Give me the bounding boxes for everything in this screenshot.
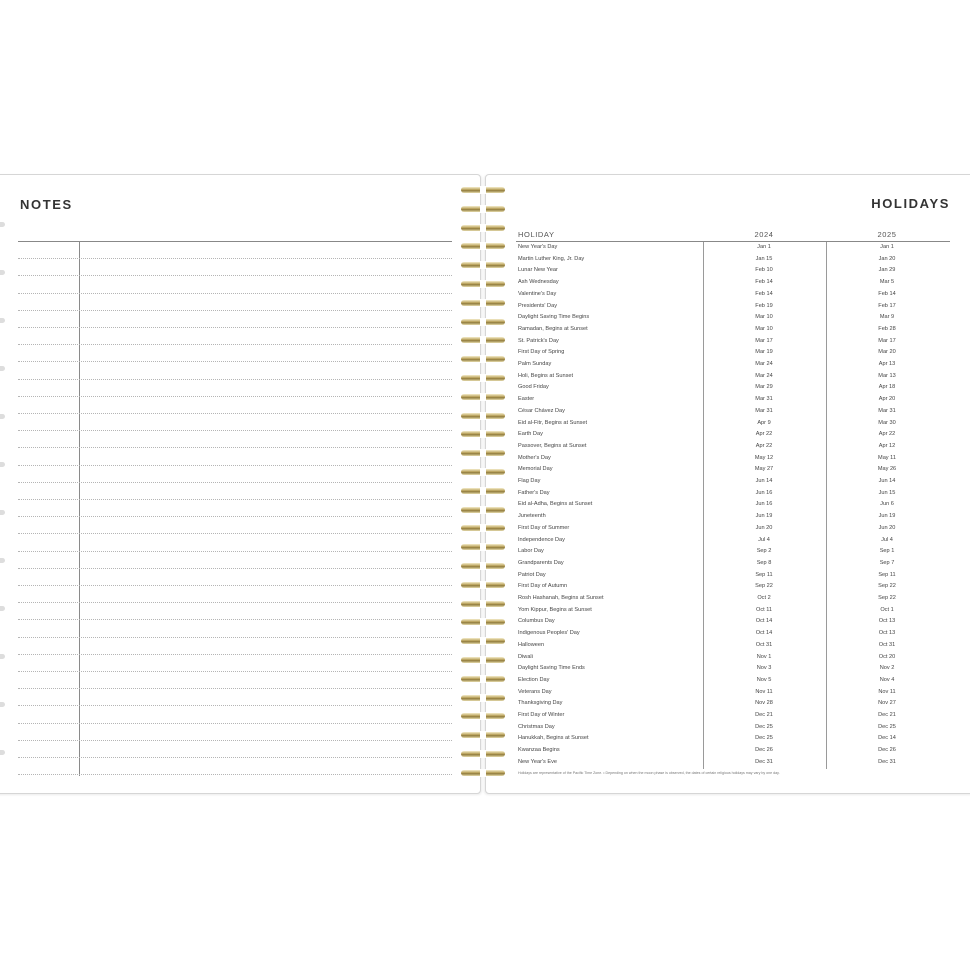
- holiday-date-year2: Apr 22: [878, 431, 896, 438]
- column-header-year2: 2025: [877, 230, 897, 239]
- holiday-name: Indigenous Peoples' Day: [518, 630, 580, 637]
- holiday-date-year2: Dec 14: [878, 735, 896, 742]
- page-edge-hole: [0, 270, 5, 275]
- holiday-date-year1: Jun 19: [755, 513, 773, 520]
- holiday-name: New Year's Eve: [518, 758, 558, 765]
- holiday-name: Father's Day: [518, 489, 550, 496]
- holiday-name: Hanukkah, Begins at Sunset: [518, 735, 589, 742]
- holidays-footnote: Holidays are representative of the Pacific Time Zone. • Depending on when the moon phase is observed, the dates of certain religious holidays may vary by one day.: [518, 771, 780, 775]
- holiday-date-year1: Dec 31: [755, 758, 773, 765]
- holiday-date-year1: Feb 14: [755, 279, 773, 286]
- notes-line: [18, 637, 452, 638]
- spiral-coil: [458, 318, 508, 326]
- page-edge-hole: [0, 462, 5, 467]
- spiral-coil: [458, 618, 508, 626]
- notes-line: [18, 516, 452, 517]
- holiday-date-year1: Mar 19: [755, 349, 773, 356]
- notes-margin-line: [79, 241, 80, 776]
- holiday-date-year2: Dec 31: [878, 758, 896, 765]
- holiday-date-year2: Dec 21: [878, 712, 896, 718]
- holiday-name: Easter: [518, 396, 535, 403]
- page-edge-hole: [0, 318, 5, 323]
- holiday-date-year2: Oct 1: [880, 606, 894, 613]
- spiral-coil: [458, 336, 508, 344]
- spiral-binding: [458, 186, 508, 786]
- holiday-name: First Day of Winter: [518, 712, 565, 718]
- holiday-date-year1: Dec 25: [755, 723, 773, 730]
- holiday-name: Juneteenth: [518, 513, 546, 520]
- holiday-name: New Year's Day: [518, 244, 558, 250]
- holiday-date-year2: Mar 31: [878, 407, 896, 414]
- spiral-coil: [458, 600, 508, 608]
- holiday-date-year1: Apr 22: [755, 431, 773, 438]
- spiral-coil: [458, 712, 508, 720]
- holiday-date-year2: Mar 9: [879, 314, 895, 321]
- holiday-date-year2: Apr 13: [878, 361, 896, 367]
- holiday-date-year1: Mar 29: [755, 384, 773, 391]
- holiday-name: Ash Wednesday: [518, 279, 559, 286]
- notes-line: [18, 533, 452, 534]
- notes-line: [18, 293, 452, 294]
- spiral-coil: [458, 468, 508, 476]
- holiday-date-year2: Jun 19: [878, 513, 896, 520]
- notes-line: [18, 688, 452, 689]
- notes-ruled-area: [18, 241, 452, 778]
- notes-line: [18, 344, 452, 345]
- page-edge-hole: [0, 510, 5, 515]
- holiday-date-year1: Sep 11: [755, 571, 773, 578]
- holiday-date-year2: Feb 28: [878, 325, 896, 332]
- holiday-date-year1: May 27: [754, 466, 774, 473]
- holiday-date-year2: Feb 14: [878, 290, 896, 297]
- notes-line: [18, 774, 452, 775]
- notes-line: [18, 379, 452, 380]
- holiday-date-year2: Mar 30: [878, 419, 896, 426]
- holiday-name: Martin Luther King, Jr. Day: [518, 255, 585, 262]
- spiral-coil: [458, 506, 508, 514]
- holiday-name: Valentine's Day: [518, 290, 557, 297]
- holiday-name: Passover, Begins at Sunset: [518, 442, 587, 449]
- notes-line: [18, 465, 452, 466]
- spiral-coil: [458, 261, 508, 269]
- page-edge-hole: [0, 654, 5, 659]
- notes-title: NOTES: [20, 197, 73, 212]
- holiday-name: Eid al-Adha, Begins at Sunset: [518, 501, 593, 508]
- notes-line: [18, 757, 452, 758]
- holiday-date-year2: Jun 15: [878, 489, 896, 496]
- notes-line: [18, 396, 452, 397]
- spiral-coil: [458, 430, 508, 438]
- holiday-date-year2: Apr 12: [878, 442, 896, 449]
- notes-line: [18, 361, 452, 362]
- holiday-date-year1: Feb 14: [755, 290, 773, 297]
- holidays-title: HOLIDAYS: [871, 196, 950, 211]
- notes-line: [18, 585, 452, 586]
- table-column-divider-1: [703, 242, 704, 769]
- holiday-name: First Day of Summer: [518, 524, 570, 531]
- holiday-date-year1: Apr 22: [755, 442, 773, 449]
- holiday-name: Grandparents Day: [518, 559, 564, 566]
- holiday-date-year2: Nov 27: [878, 700, 896, 707]
- holiday-date-year1: Feb 10: [755, 267, 773, 274]
- holiday-name: Presidents' Day: [518, 302, 557, 309]
- holiday-date-year1: Mar 17: [755, 337, 773, 344]
- holiday-date-year1: Oct 11: [755, 606, 773, 613]
- holiday-date-year2: Nov 11: [878, 688, 896, 695]
- holiday-date-year2: Sep 22: [878, 583, 896, 590]
- holiday-date-year2: Mar 17: [878, 337, 896, 344]
- spiral-coil: [458, 731, 508, 739]
- holiday-date-year1: Oct 2: [757, 595, 771, 601]
- spiral-coil: [458, 637, 508, 645]
- holiday-date-year2: Jan 20: [878, 255, 896, 262]
- holiday-date-year2: Oct 13: [878, 630, 896, 637]
- holiday-date-year2: Nov 4: [879, 676, 895, 683]
- spiral-coil: [458, 769, 508, 777]
- holiday-date-year2: Mar 20: [878, 349, 896, 356]
- spiral-coil: [458, 186, 508, 194]
- notes-line: [18, 413, 452, 414]
- holiday-name: Independence Day: [518, 536, 565, 543]
- holiday-date-year1: Jun 16: [755, 489, 773, 496]
- holiday-name: Kwanzaa Begins: [518, 747, 560, 754]
- holiday-name: Patriot Day: [518, 571, 546, 578]
- notes-line: [18, 310, 452, 311]
- holiday-date-year1: Dec 25: [755, 735, 773, 742]
- notes-line: [18, 705, 452, 706]
- holiday-name: Eid al-Fitr, Begins at Sunset: [518, 419, 588, 426]
- holiday-name: Thanksgiving Day: [518, 700, 563, 707]
- holiday-date-year2: Oct 20: [878, 653, 896, 660]
- holiday-name: Earth Day: [518, 431, 543, 438]
- holiday-name: Holi, Begins at Sunset: [518, 372, 574, 379]
- holiday-date-year1: Apr 9: [757, 419, 771, 426]
- page-edge-hole: [0, 222, 5, 227]
- notes-line: [18, 671, 452, 672]
- notes-line: [18, 447, 452, 448]
- spiral-coil: [458, 562, 508, 570]
- holiday-date-year2: Dec 25: [878, 723, 896, 730]
- spiral-coil: [458, 393, 508, 401]
- holiday-date-year2: Dec 26: [878, 747, 896, 754]
- spiral-coil: [458, 374, 508, 382]
- holiday-date-year2: Jan 1: [880, 244, 894, 250]
- holiday-date-year1: Mar 10: [755, 325, 773, 332]
- holiday-date-year1: Feb 19: [755, 302, 773, 309]
- notes-header-rule: [18, 241, 452, 242]
- holiday-date-year1: Nov 28: [755, 700, 773, 707]
- holiday-date-year2: Jan 29: [878, 267, 896, 274]
- holiday-name: First Day of Spring: [518, 349, 565, 356]
- holiday-date-year1: Jun 14: [755, 478, 773, 484]
- holiday-date-year1: Dec 26: [755, 747, 773, 754]
- spiral-coil: [458, 750, 508, 758]
- page-edge-hole: [0, 750, 5, 755]
- holiday-date-year2: Sep 7: [879, 559, 895, 566]
- holiday-date-year2: Apr 18: [878, 384, 896, 391]
- holiday-date-year1: Mar 31: [755, 396, 773, 403]
- holiday-name: St. Patrick's Day: [518, 337, 559, 344]
- holiday-date-year1: Jan 15: [755, 255, 773, 262]
- holiday-date-year1: Oct 14: [755, 618, 773, 625]
- holiday-date-year1: Sep 22: [755, 583, 773, 590]
- holiday-date-year2: Mar 13: [878, 372, 896, 379]
- notes-line: [18, 430, 452, 431]
- notes-line: [18, 327, 452, 328]
- spiral-coil: [458, 224, 508, 232]
- column-header-holiday: HOLIDAY: [518, 230, 555, 239]
- holiday-name: César Chávez Day: [518, 407, 565, 414]
- holiday-date-year2: Sep 11: [878, 571, 896, 578]
- holiday-date-year1: Sep 2: [756, 548, 772, 555]
- holiday-date-year2: Jun 6: [880, 501, 894, 508]
- holiday-date-year1: Sep 8: [756, 559, 772, 566]
- holiday-date-year2: Jul 4: [881, 536, 893, 543]
- holiday-name: Palm Sunday: [518, 361, 552, 367]
- page-edge-hole: [0, 702, 5, 707]
- holiday-name: Halloween: [518, 641, 545, 648]
- holiday-date-year1: Jun 16: [755, 501, 773, 508]
- holiday-date-year1: Mar 10: [755, 314, 773, 321]
- page-edge-hole: [0, 606, 5, 611]
- holiday-date-year2: Feb 17: [878, 302, 896, 309]
- holiday-name: Memorial Day: [518, 466, 553, 473]
- spiral-coil: [458, 280, 508, 288]
- notes-line: [18, 619, 452, 620]
- holiday-name: Daylight Saving Time Begins: [518, 314, 590, 321]
- holiday-date-year1: Oct 31: [755, 641, 773, 648]
- notes-line: [18, 275, 452, 276]
- holiday-name: Flag Day: [518, 478, 541, 484]
- holiday-name: Christmas Day: [518, 723, 555, 730]
- spiral-coil: [458, 524, 508, 532]
- table-column-divider-2: [826, 242, 827, 769]
- holiday-date-year1: Jun 20: [755, 524, 773, 531]
- holiday-date-year2: Oct 13: [878, 618, 896, 625]
- holiday-name: Rosh Hashanah, Begins at Sunset: [518, 595, 604, 601]
- spiral-coil: [458, 355, 508, 363]
- holiday-name: Lunar New Year: [518, 267, 558, 274]
- holiday-name: Daylight Saving Time Ends: [518, 665, 585, 672]
- spiral-coil: [458, 299, 508, 307]
- holiday-name: Columbus Day: [518, 618, 555, 625]
- holiday-date-year1: May 12: [754, 454, 774, 461]
- holiday-date-year2: Jun 20: [878, 524, 896, 531]
- holiday-date-year1: Nov 5: [756, 676, 772, 683]
- holiday-date-year2: Jun 14: [878, 478, 896, 484]
- spiral-coil: [458, 487, 508, 495]
- notes-line: [18, 602, 452, 603]
- holiday-name: Mother's Day: [518, 454, 551, 461]
- holiday-date-year1: Jan 1: [757, 244, 771, 250]
- holiday-date-year1: Mar 31: [755, 407, 773, 414]
- holiday-name: Diwali: [518, 653, 533, 660]
- holiday-date-year1: Nov 3: [756, 665, 772, 672]
- notes-line: [18, 551, 452, 552]
- holiday-date-year2: Apr 20: [878, 396, 896, 403]
- holiday-name: First Day of Autumn: [518, 583, 568, 590]
- holiday-date-year2: Sep 1: [879, 548, 895, 555]
- holiday-date-year1: Jul 4: [758, 536, 770, 543]
- holiday-date-year2: May 11: [878, 454, 896, 461]
- spiral-coil: [458, 694, 508, 702]
- spiral-coil: [458, 412, 508, 420]
- holiday-date-year1: Nov 11: [755, 688, 773, 695]
- holiday-date-year2: Mar 5: [879, 279, 895, 286]
- holiday-date-year1: Oct 14: [755, 630, 773, 637]
- page-edge-hole: [0, 366, 5, 371]
- holiday-date-year2: May 26: [877, 466, 897, 473]
- holiday-name: Yom Kippur, Begins at Sunset: [518, 606, 592, 613]
- notes-line: [18, 499, 452, 500]
- holiday-date-year1: Dec 21: [755, 712, 773, 718]
- page-edge-hole: [0, 558, 5, 563]
- holiday-name: Good Friday: [518, 384, 549, 391]
- holiday-date-year2: Nov 2: [879, 665, 895, 672]
- spiral-coil: [458, 205, 508, 213]
- column-header-year1: 2024: [754, 230, 774, 239]
- page-edge-hole: [0, 414, 5, 419]
- holiday-date-year1: Nov 1: [756, 653, 772, 660]
- spiral-coil: [458, 581, 508, 589]
- spiral-coil: [458, 449, 508, 457]
- spiral-coil: [458, 242, 508, 250]
- holiday-date-year2: Sep 22: [878, 595, 896, 601]
- holiday-name: Labor Day: [518, 548, 544, 555]
- holiday-name: Election Day: [518, 676, 550, 683]
- spiral-coil: [458, 656, 508, 664]
- holiday-date-year1: Mar 24: [755, 372, 773, 379]
- spiral-coil: [458, 675, 508, 683]
- holiday-date-year2: Oct 31: [878, 641, 896, 648]
- notes-line: [18, 258, 452, 259]
- notes-line: [18, 740, 452, 741]
- holiday-date-year1: Mar 24: [755, 361, 773, 367]
- holiday-name: Veterans Day: [518, 688, 552, 695]
- spiral-coil: [458, 543, 508, 551]
- notes-line: [18, 654, 452, 655]
- holiday-name: Ramadan, Begins at Sunset: [518, 325, 588, 332]
- notes-line: [18, 568, 452, 569]
- notes-line: [18, 723, 452, 724]
- notes-line: [18, 482, 452, 483]
